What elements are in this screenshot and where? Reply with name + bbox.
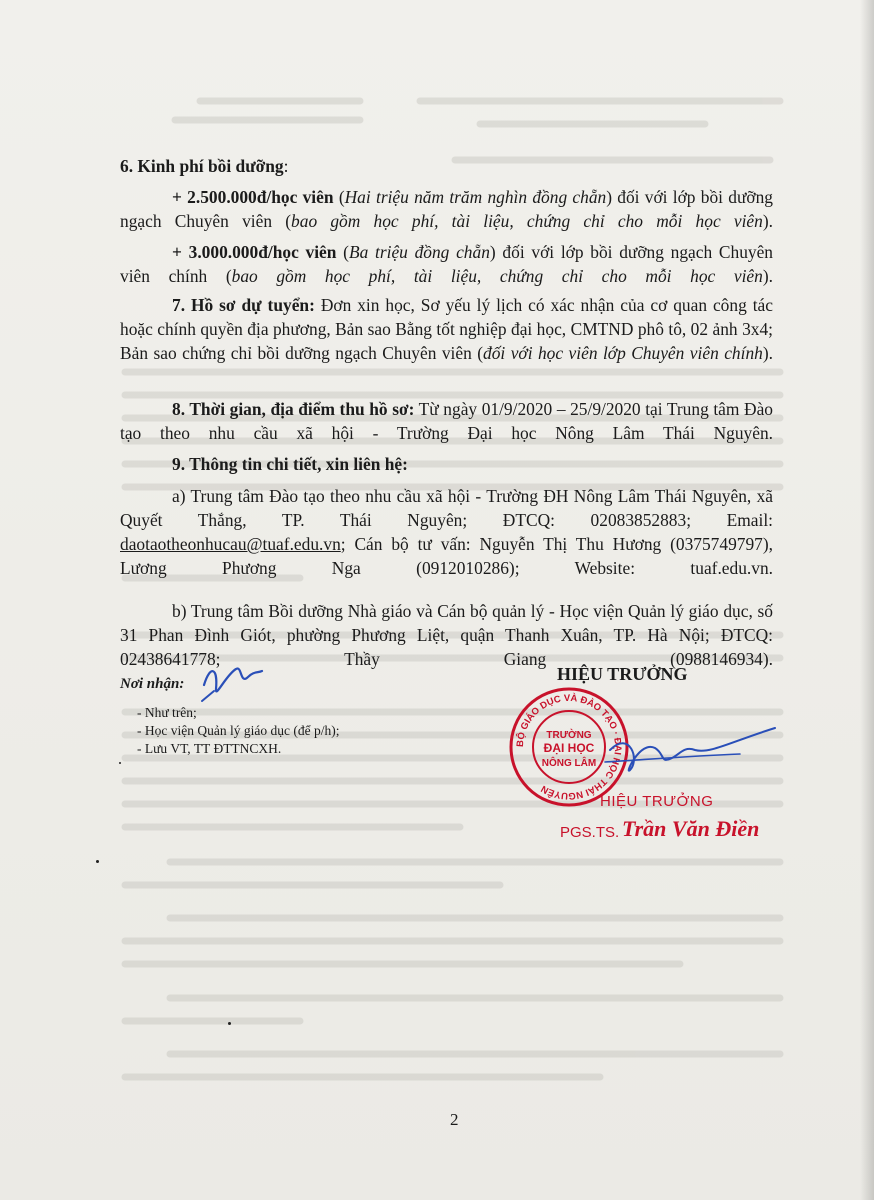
contact-email-link[interactable]: daotaotheonhucau@tuaf.edu.vn bbox=[120, 534, 341, 554]
seal-inner-line-3: NÔNG LÂM bbox=[541, 758, 597, 769]
seal-outer-text: BỘ GIÁO DỤC VÀ ĐÀO TẠO · ĐẠI HỌC THÁI NGUYÊN bbox=[514, 692, 624, 802]
recipient-item: - Học viện Quản lý giáo dục (để p/h); bbox=[137, 723, 340, 738]
signature-title: HIỆU TRƯỞNG bbox=[557, 664, 688, 684]
section-6-heading: 6. Kinh phí bồi dưỡng: bbox=[120, 156, 289, 176]
stamp-signer-name: Trần Văn Điền bbox=[622, 816, 760, 841]
recipient-item: - Như trên; bbox=[137, 705, 197, 720]
stamp-signer-title: HIỆU TRƯỞNG bbox=[600, 793, 714, 810]
section-7-paragraph: 7. Hồ sơ dự tuyển: Đơn xin học, Sơ yếu lý lịch có xác nhận của cơ quan công tác hoặc chính quyền địa phương, Bản sao Bằng tốt nghiệp đại học, CMTND phô tô, 02 ảnh 3x4; Bản sao chứng chỉ bồi dưỡng ngạch Chuyên viên (đối với học viên lớp Chuyên viên chính). bbox=[120, 295, 773, 363]
seal-inner-line-2: ĐẠI HỌC bbox=[543, 741, 595, 755]
section-9-heading: 9. Thông tin chi tiết, xin liên hệ: bbox=[172, 454, 408, 474]
section-8-paragraph: 8. Thời gian, địa điểm thu hồ sơ: Từ ngày 01/9/2020 – 25/9/2020 tại Trung tâm Đào tạo theo nhu cầu xã hội - Trường Đại học Nông Lâm Thái Nguyên. bbox=[120, 399, 773, 443]
scan-speck bbox=[228, 1022, 231, 1025]
principal-signature bbox=[600, 720, 780, 780]
page-number: 2 bbox=[450, 1110, 459, 1129]
section-6-item-2: + 3.000.000đ/học viên (Ba triệu đồng chẵn) đối với lớp bồi dưỡng ngạch Chuyên viên chính (bao gồm học phí, tài liệu, chứng chỉ cho mỗi học viên). bbox=[120, 242, 774, 286]
recipient-item: - Lưu VT, TT ĐTTNCXH. bbox=[137, 741, 282, 756]
recipients-label: Nơi nhận: bbox=[120, 676, 185, 692]
stamp-signer-rank: PGS.TS. bbox=[560, 824, 620, 841]
scan-speck bbox=[96, 860, 99, 863]
scan-speck bbox=[119, 762, 121, 764]
section-9-item-b: b) Trung tâm Bồi dưỡng Nhà giáo và Cán bộ quản lý - Học viện Quản lý giáo dục, số 31 Phan Đình Giót, phường Phương Liệt, quận Thanh Xuân, TP. Hà Nội; ĐTCQ: 02438641778; Thầy Giang (0988146934). bbox=[120, 601, 773, 669]
initials-signature bbox=[196, 655, 266, 703]
seal-inner-line-1: TRƯỜNG bbox=[546, 730, 592, 741]
paper-edge-shadow bbox=[860, 0, 874, 1200]
section-6-item-1: + 2.500.000đ/học viên (Hai triệu năm trăm nghìn đồng chẵn) đối với lớp bồi dưỡng ngạch Chuyên viên (bao gồm học phí, tài liệu, chứng chỉ cho mỗi học viên). bbox=[120, 187, 773, 231]
section-9-item-a: a) Trung tâm Đào tạo theo nhu cầu xã hội - Trường ĐH Nông Lâm Thái Nguyên, xã Quyết Thắng, TP. Thái Nguyên; ĐTCQ: 02083852883; Email: daotaotheonhucau@tuaf.edu.vn; Cán bộ tư vấn: Nguyễn Thị Thu Hương (0375749797), Lương Phương Nga (0912010286); Website: tuaf.edu.vn. bbox=[120, 486, 773, 578]
